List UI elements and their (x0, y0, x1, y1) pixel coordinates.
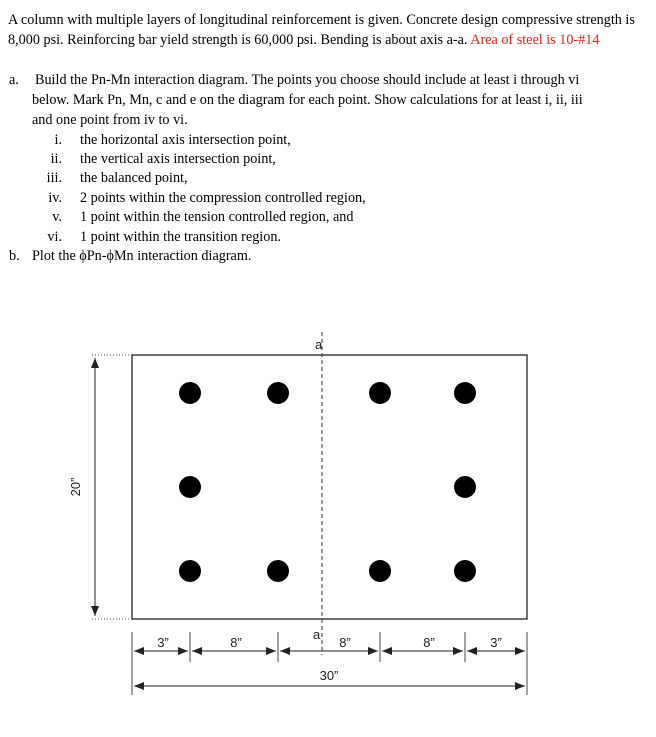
part-b-text: Plot the ϕPn-ϕMn interaction diagram. (32, 248, 252, 264)
rebar (179, 382, 201, 404)
item-text: 2 points within the compression controlled region, (80, 190, 366, 206)
part-a-line-3: and one point from iv to vi. (32, 112, 188, 128)
item-num: iii. (46, 170, 62, 186)
item-num: i. (54, 132, 62, 148)
part-a-line-2: below. Mark Pn, Mn, c and e on the diagram for each point. Show calculations for at least i, ii, iii (32, 92, 583, 108)
rebar (267, 382, 289, 404)
part-b-label: b. (9, 248, 20, 264)
item-text: the horizontal axis intersection point, (80, 132, 291, 148)
steel-area-note: Area of steel is 10-#14 (470, 32, 600, 48)
item-num: vi. (47, 229, 62, 245)
part-a-label: a. (9, 72, 19, 88)
item-text: 1 point within the tension controlled region, and (80, 209, 354, 225)
axis-label-bottom: a (313, 627, 321, 642)
rebar (454, 560, 476, 582)
item-text: the vertical axis intersection point, (80, 151, 276, 167)
spacing-label: 8” (423, 635, 435, 650)
part-a-line-1: Build the Pn-Mn interaction diagram. The points you choose should include at least i through vi (35, 72, 580, 88)
item-num: v. (52, 209, 62, 225)
spacing-label: 3” (490, 635, 502, 650)
rebar (267, 560, 289, 582)
item-text: the balanced point, (80, 170, 188, 186)
item-text: 1 point within the transition region. (80, 229, 281, 245)
rebar (179, 560, 201, 582)
spacing-label: 8” (339, 635, 351, 650)
height-dimension-label: 20” (68, 477, 83, 497)
item-num: ii. (50, 151, 62, 167)
rebar (369, 382, 391, 404)
axis-label-top: a (315, 337, 323, 352)
rebar (179, 476, 201, 498)
total-width-label: 30” (319, 668, 339, 683)
rebar (454, 382, 476, 404)
spacing-label: 3” (157, 635, 169, 650)
rebar (454, 476, 476, 498)
item-num: iv. (48, 190, 62, 206)
intro-text: A column with multiple layers of longitudinal reinforcement is given. Concrete design compressive strength is 8,000 psi. Reinforcing bar yield strength is 60,000 psi. Bending is about axis a-a. (8, 12, 635, 48)
rebar (369, 560, 391, 582)
spacing-label: 8” (230, 635, 242, 650)
